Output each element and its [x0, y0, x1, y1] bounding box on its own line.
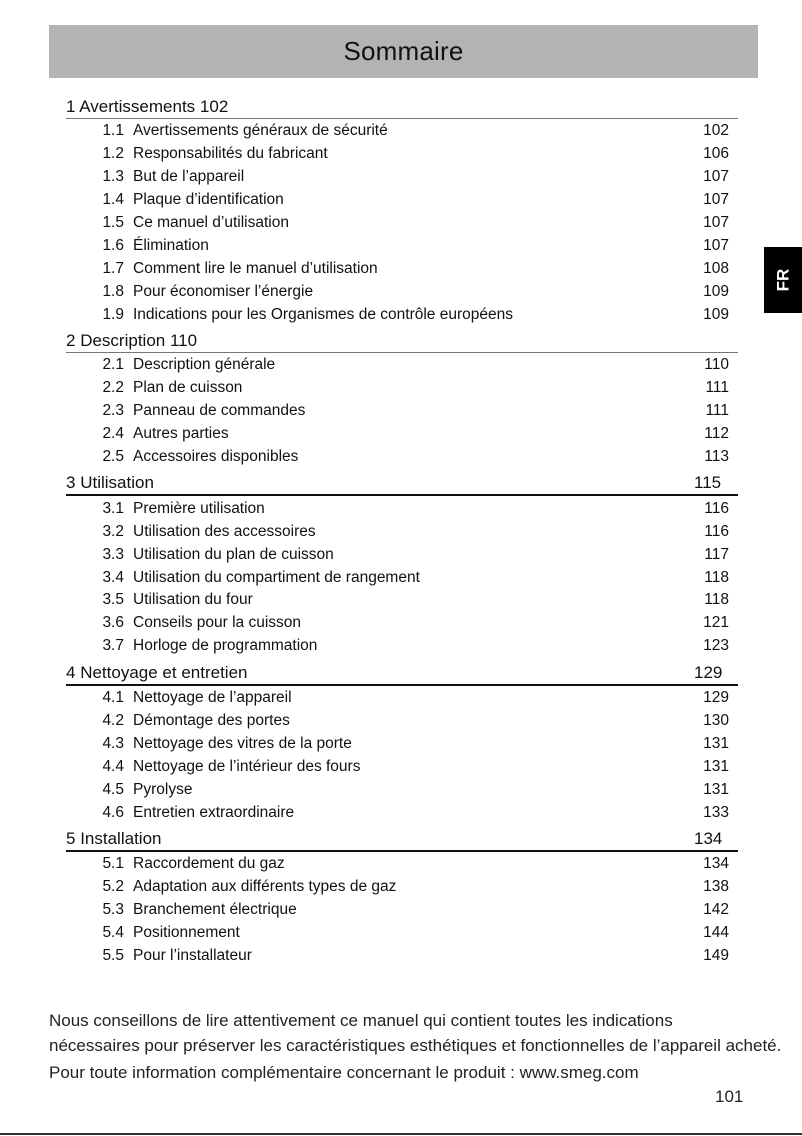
section-heading[interactable] [66, 468, 738, 494]
toc-entry[interactable] [66, 280, 738, 303]
entry-number: 4.6 [102, 803, 124, 821]
section-title [66, 663, 247, 683]
toc-section [66, 326, 738, 468]
entry-title: Utilisation des accessoires [133, 522, 316, 540]
toc-entry[interactable] [66, 566, 738, 589]
entry-page: 107 [703, 191, 729, 209]
toc-entry[interactable] [66, 377, 738, 400]
language-tab [764, 247, 802, 313]
entry-title: Nettoyage de l’appareil [133, 689, 292, 707]
entry-number: 1.6 [102, 236, 124, 254]
entry-title: Utilisation du plan de cuisson [133, 545, 334, 563]
entry-page: 107 [703, 214, 729, 231]
entry-title: Pyrolyse [133, 780, 193, 798]
section-title-text: Nettoyage et entretien [80, 662, 248, 682]
section-heading[interactable] [66, 824, 738, 850]
entry-page: 106 [703, 145, 729, 163]
section-page: 129 [694, 662, 723, 682]
entry-number: 2.3 [102, 402, 124, 420]
entry-number: 4.2 [102, 712, 124, 730]
entry-title: Nettoyage des vitres de la porte [133, 734, 352, 752]
toc-entry[interactable] [66, 354, 738, 377]
entry-title: Plaque d’identification [133, 191, 284, 209]
entry-number: 2.1 [102, 356, 124, 374]
entry-number: 3.3 [102, 545, 124, 563]
entry-number: 3.7 [102, 637, 124, 655]
entry-title: Adaptation aux différents types de gaz [133, 878, 397, 896]
toc-entry[interactable] [66, 732, 738, 755]
toc-entry[interactable] [66, 543, 738, 566]
toc-entry[interactable] [66, 945, 738, 968]
entry-title: Accessoires disponibles [133, 448, 299, 466]
entry-number: 4.3 [102, 734, 124, 752]
entry-title: Entretien extraordinaire [133, 803, 295, 821]
advice-text-line2: nécessaires pour préserver les caractéristiques esthétiques et fonctionnelles de l’appareil acheté. [49, 1036, 782, 1055]
entry-page: 116 [704, 499, 729, 517]
toc-entry[interactable] [66, 189, 738, 212]
entry-page: 118 [704, 568, 729, 586]
entry-number: 3.2 [102, 522, 124, 540]
section-page: 102 [199, 97, 229, 116]
entry-number: 1.8 [102, 282, 124, 300]
entry-page: 131 [703, 734, 729, 752]
entry-page: 118 [704, 591, 729, 609]
entry-page: 138 [703, 878, 729, 896]
toc-entry[interactable] [66, 899, 738, 922]
toc-entry[interactable] [66, 143, 738, 166]
entry-page: 116 [704, 522, 729, 540]
entry-number: 3.1 [102, 499, 124, 517]
section-page: 134 [694, 829, 723, 849]
entry-title: Description générale [133, 356, 276, 374]
entry-title: Avertissements généraux de sécurité [133, 122, 388, 140]
entry-title: Nettoyage de l’intérieur des fours [133, 757, 361, 775]
entry-title: Indications pour les Organismes de contrôle européens [133, 305, 513, 323]
toc-entry[interactable] [66, 687, 738, 710]
toc-entry[interactable] [66, 876, 738, 899]
entry-title: But de l’appareil [133, 168, 245, 186]
toc-entry[interactable] [66, 635, 738, 658]
entry-page: 111 [705, 402, 729, 420]
entry-title: Autres parties [133, 425, 229, 443]
language-tab-label: FR [772, 268, 792, 292]
entry-page: 129 [703, 689, 729, 707]
toc-entry[interactable] [66, 520, 738, 543]
section-title-text: Installation [80, 829, 162, 849]
info-text: Pour toute information complémentaire concernant le produit : www.smeg.com [49, 1063, 639, 1082]
section-title [66, 331, 197, 351]
entry-title: Branchement électrique [133, 901, 297, 919]
page-number: 101 [715, 1087, 744, 1106]
entry-number: 5.1 [102, 855, 124, 873]
entry-page: 112 [704, 425, 729, 443]
entry-number: 1.7 [102, 259, 124, 277]
entry-number: 4.4 [102, 757, 124, 775]
entry-page: 131 [703, 780, 729, 798]
entry-page: 102 [703, 122, 729, 140]
entry-title: Ce manuel d’utilisation [133, 214, 289, 231]
entry-number: 3.5 [102, 591, 124, 609]
entry-page: 110 [704, 356, 729, 374]
toc-entry[interactable] [66, 853, 738, 876]
entry-title: Panneau de commandes [133, 402, 306, 420]
entry-title: Pour économiser l’énergie [133, 282, 314, 300]
entry-number: 3.6 [102, 614, 124, 632]
section-page: 110 [169, 331, 198, 351]
entry-page: 117 [704, 545, 729, 563]
entry-number: 3.4 [102, 568, 124, 586]
toc-entry[interactable] [66, 423, 738, 446]
toc-entry[interactable] [66, 166, 738, 189]
page-title: Sommaire [343, 36, 464, 66]
entry-page: 113 [704, 448, 729, 466]
advice-text-line1: Nous conseillons de lire attentivement ce manuel qui contient toutes les indications [49, 1011, 673, 1030]
entry-number: 5.2 [102, 878, 124, 896]
section-number: 2 [66, 331, 76, 351]
entry-number: 2.5 [102, 448, 124, 466]
toc-entry[interactable] [66, 497, 738, 520]
entry-page: 111 [705, 379, 729, 397]
section-number: 5 [66, 829, 76, 849]
entry-page: 131 [703, 757, 729, 775]
page-header [49, 25, 758, 78]
entry-number: 1.1 [102, 122, 124, 140]
toc-section [66, 468, 738, 657]
entry-title: Élimination [133, 236, 209, 254]
entry-page: 142 [703, 901, 729, 919]
section-title [66, 473, 154, 493]
entry-number: 4.5 [102, 780, 124, 798]
entry-title: Utilisation du four [133, 591, 253, 609]
toc-entry[interactable] [66, 212, 738, 235]
toc-section [66, 824, 738, 967]
entry-number: 1.5 [102, 214, 124, 231]
entry-number: 2.4 [102, 425, 124, 443]
entry-title: Conseils pour la cuisson [133, 614, 302, 632]
toc-entry[interactable] [66, 922, 738, 945]
entry-title: Responsabilités du fabricant [133, 145, 328, 163]
entry-number: 5.5 [102, 947, 124, 965]
entry-page: 107 [703, 168, 729, 186]
entry-page: 107 [703, 236, 729, 254]
section-number: 1 [66, 97, 76, 116]
entry-title: Première utilisation [133, 499, 265, 517]
entry-number: 1.9 [102, 305, 124, 323]
toc-entry[interactable] [66, 778, 738, 801]
section-number: 3 [66, 473, 76, 493]
section-title [66, 829, 161, 849]
entry-title: Démontage des portes [133, 712, 290, 730]
bottom-divider [0, 1133, 802, 1135]
entry-title: Horloge de programmation [133, 637, 318, 655]
section-title-text: Avertissements [79, 97, 196, 116]
toc-entry[interactable] [66, 234, 738, 257]
entry-page: 121 [703, 614, 729, 632]
entry-page: 109 [703, 282, 729, 300]
entry-page: 108 [703, 259, 729, 277]
toc-entry[interactable] [66, 446, 738, 469]
section-heading[interactable] [66, 92, 738, 118]
section-title [66, 97, 228, 117]
toc-entry[interactable] [66, 120, 738, 143]
entry-page: 133 [703, 803, 729, 821]
entry-title: Utilisation du compartiment de rangement [133, 568, 420, 586]
entry-page: 109 [703, 305, 729, 323]
entry-number: 5.3 [102, 901, 124, 919]
section-number: 4 [66, 662, 76, 682]
toc-entry[interactable] [66, 303, 738, 326]
entry-number: 4.1 [102, 689, 124, 707]
toc-entry[interactable] [66, 801, 738, 824]
entry-number: 1.2 [102, 145, 124, 163]
entry-title: Pour l’installateur [133, 947, 252, 965]
section-title-text: Utilisation [80, 473, 154, 493]
table-of-contents [66, 92, 738, 968]
entry-number: 1.4 [102, 191, 124, 209]
section-heading[interactable] [66, 326, 738, 352]
toc-entry[interactable] [66, 710, 738, 733]
toc-section [66, 92, 738, 326]
entry-number: 5.4 [102, 924, 124, 942]
entry-page: 134 [703, 855, 729, 873]
toc-entry[interactable] [66, 400, 738, 423]
entry-page: 149 [703, 947, 729, 965]
toc-entry[interactable] [66, 612, 738, 635]
entry-title: Positionnement [133, 924, 240, 942]
entry-title: Plan de cuisson [133, 379, 243, 397]
toc-entry[interactable] [66, 589, 738, 612]
entry-title: Comment lire le manuel d’utilisation [133, 259, 378, 277]
footer-note [49, 1008, 782, 1085]
entry-page: 130 [703, 712, 729, 730]
entry-page: 123 [703, 637, 729, 655]
toc-entry[interactable] [66, 755, 738, 778]
toc-entry[interactable] [66, 257, 738, 280]
entry-number: 1.3 [102, 168, 124, 186]
section-title-text: Description [80, 331, 166, 351]
section-page: 115 [694, 473, 722, 493]
entry-number: 2.2 [102, 379, 124, 397]
entry-title: Raccordement du gaz [133, 855, 285, 873]
section-heading[interactable] [66, 658, 738, 684]
entry-page: 144 [703, 924, 729, 942]
toc-section [66, 658, 738, 824]
